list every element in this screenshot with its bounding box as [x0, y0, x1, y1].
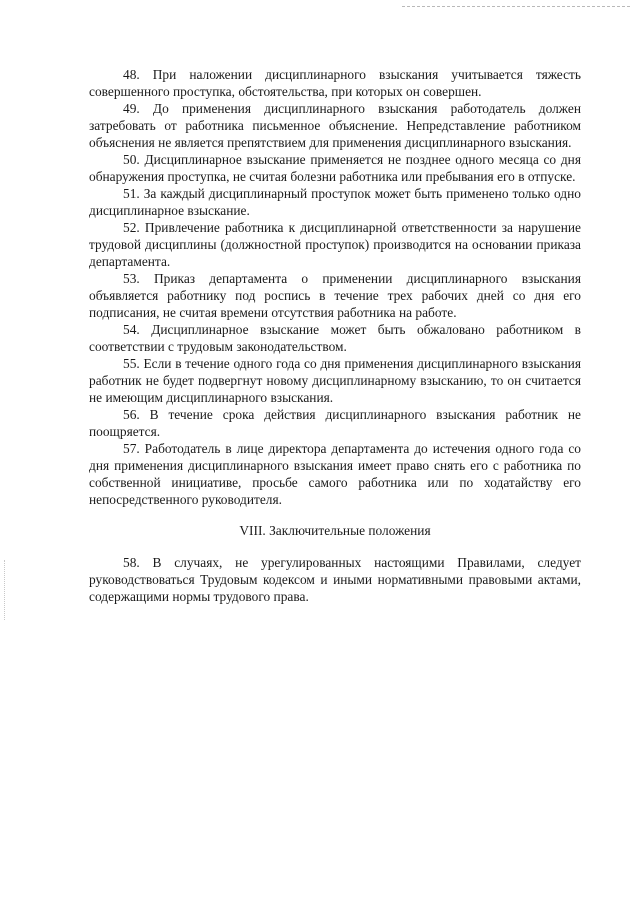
paragraph-58: 58. В случаях, не урегулированных настоящими Правилами, следует руководствоваться Трудовым кодексом и иными нормативными правовыми актами, содержащими нормы трудового права.	[89, 555, 581, 604]
section-heading: VIII. Заключительные положения	[239, 523, 431, 538]
scan-artifact-top	[402, 6, 630, 7]
scan-artifact-edge	[4, 560, 5, 620]
paragraph-54: 54. Дисциплинарное взыскание может быть обжаловано работником в соответствии с трудовым законодательством.	[89, 322, 581, 354]
paragraph-49: 49. До применения дисциплинарного взыскания работодатель должен затребовать от работника письменное объяснение. Непредставление работником объяснения не является препятствием для применения дисциплинарного взыскания.	[89, 101, 581, 150]
paragraph-51: 51. За каждый дисциплинарный проступок может быть применено только одно дисциплинарное взыскание.	[89, 186, 581, 218]
paragraph-52: 52. Привлечение работника к дисциплинарной ответственности за нарушение трудовой дисциплины (должностной проступок) производится на основании приказа департамента.	[89, 220, 581, 269]
paragraph-50: 50. Дисциплинарное взыскание применяется не позднее одного месяца со дня обнаружения проступка, не считая болезни работника или пребывания его в отпуске.	[89, 152, 581, 184]
paragraph-48: 48. При наложении дисциплинарного взыскания учитывается тяжесть совершенного проступка, обстоятельства, при которых он совершен.	[89, 67, 581, 99]
paragraph-56: 56. В течение срока действия дисциплинарного взыскания работник не поощряется.	[89, 407, 581, 439]
document-body	[89, 66, 581, 605]
paragraph-55: 55. Если в течение одного года со дня применения дисциплинарного взыскания работник не будет подвергнут новому дисциплинарному взысканию, то он считается не имеющим дисциплинарного взыскания.	[89, 356, 581, 405]
paragraph-53: 53. Приказ департамента о применении дисциплинарного взыскания объявляется работнику под роспись в течение трех рабочих дней со дня его подписания, не считая времени отсутствия работника на работе.	[89, 271, 581, 320]
paragraph-57: 57. Работодатель в лице директора департамента до истечения одного года со дня применения дисциплинарного взыскания имеет право снять его с работника по собственной инициативе, просьбе самого работника или по ходатайству его непосредственного руководителя.	[89, 441, 581, 507]
